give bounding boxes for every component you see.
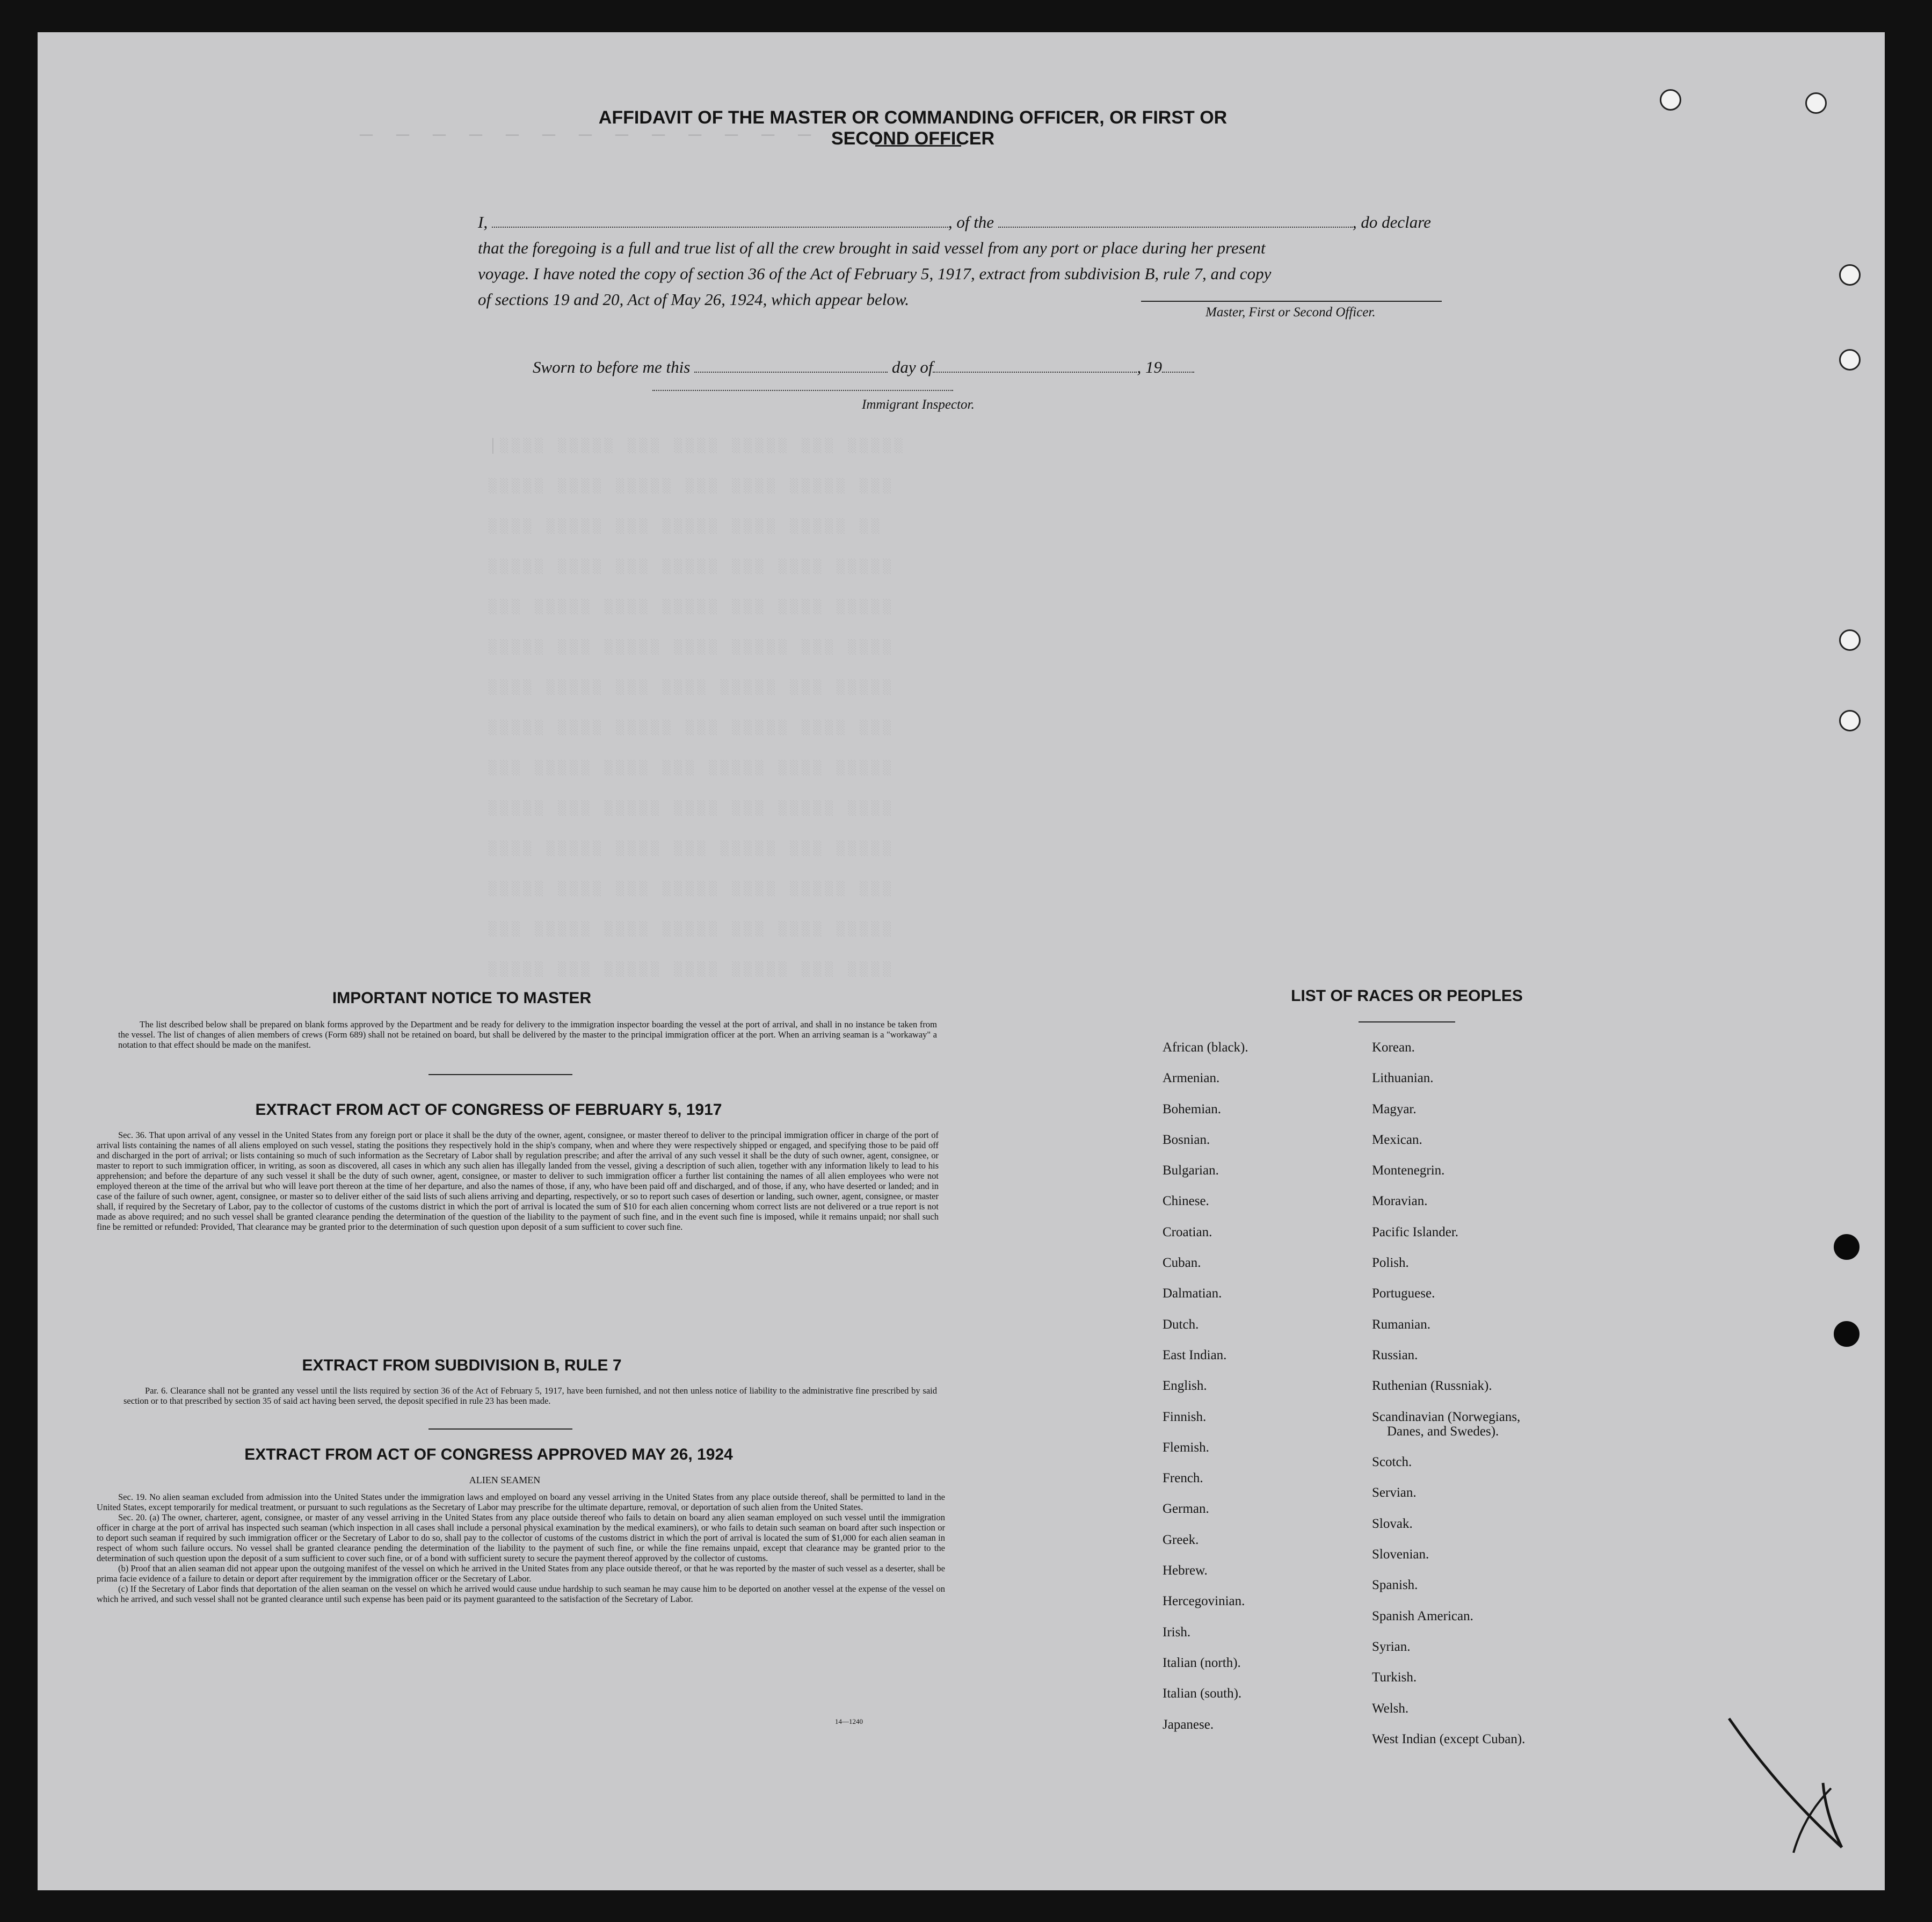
punch-hole	[1839, 629, 1861, 651]
race-item: Bulgarian.	[1163, 1163, 1219, 1178]
document-page	[38, 32, 1885, 1890]
affidavit-of-the: , of the	[948, 213, 994, 231]
race-item: Lithuanian.	[1372, 1071, 1434, 1086]
name-blank[interactable]	[492, 214, 948, 228]
race-item: Chinese.	[1163, 1194, 1209, 1209]
sec-36-paragraph: Sec. 36. That upon arrival of any vessel in the United States from any foreign port or place it shall be the duty of the owner, agent, consignee, or master thereof to deliver to the principal immigration officer in charge of the port of arrival lists containing the names of all aliens employed on such vessel, stating the positions they respectively hold in the ship's company, when and where they were respectively shipped or engaged, and specifying those to be paid off and discharged in the port of arrival; or lists containing so much of such information as the Secretary of Labor shall by regulation prescribe; and after the arrival of any such vessel it shall be the duty of such owner, agent, consignee, or master to report to such immigration officer, in writing, as soon as discovered, all cases in which any such alien has illegally landed from the vessel, giving a description of such alien, together with any information likely to lead to his apprehension; and before the departure of any such vessel it shall be the duty of such owner, agent, consignee, or master to deliver to such immigration officer a further list containing the names of all alien employees who were not employed thereon at the time of the arrival but who will leave port thereon at the time of her departure, and also the names of those, if any, who have been paid off and discharged, and of those, if any, who have deserted or landed; and in case of the failure of such owner, agent, consignee, or master so to deliver either of the said lists of such aliens arriving and departing, respectively, or so to report such cases of desertion or landing, such owner, agent, consignee, or master shall, if required by the Secretary of Labor, pay to the collector of customs of the customs district in which the port of arrival is located the sum of $10 for each alien concerning whom correct lists are not delivered or a true report is not made as above required; and no such vessel shall be granted clearance pending the determination of the question of the liability to the payment of such fine, and in the event such fine is imposed, while it remains unpaid; nor shall such fine be remitted or refunded: Provided, That clearance may be granted prior to the determination of such question upon deposit of a sum sufficient to cover such fine.	[97, 1130, 939, 1232]
race-item: Croatian.	[1163, 1224, 1212, 1239]
divider	[1359, 1021, 1455, 1022]
signature-line	[1141, 301, 1442, 302]
race-item: Polish.	[1372, 1256, 1409, 1271]
races-left-column	[1163, 1032, 1248, 1740]
race-item: Cuban.	[1163, 1256, 1201, 1271]
race-item: Welsh.	[1372, 1701, 1409, 1716]
race-item: Hercegovinian.	[1163, 1594, 1245, 1609]
year-label: , 19	[1137, 358, 1162, 376]
sec-19-paragraph: Sec. 19. No alien seaman excluded from admission into the United States under the immigration laws and employed on board any vessel arriving in the United States from any place outside thereof, shall be permitted to land in the United States, except temporarily for medical treatment, or pursuant to such regulations as the Secretary of Labor may prescribe for the ultimate departure, removal, or deportation of such alien from the United States.	[97, 1492, 945, 1512]
sec-20b-paragraph: (b) Proof that an alien seaman did not appear upon the outgoing manifest of the vessel on which he arrived in the United States from any place outside thereof, or that he was reported by the master of such vessel as a deserter, shall be prima facie evidence of a failure to detain or deport after requirement by the immigration officer or the Secretary of Labor.	[97, 1563, 945, 1584]
races-right-column	[1372, 1032, 1525, 1754]
race-item: Spanish.	[1372, 1578, 1418, 1593]
race-item: Slovenian.	[1372, 1547, 1429, 1562]
punch-hole	[1834, 1321, 1860, 1347]
vessel-blank[interactable]	[998, 214, 1353, 228]
affidavit-text	[478, 209, 1520, 313]
race-item: Mexican.	[1372, 1132, 1422, 1147]
race-item: Rumanian.	[1372, 1317, 1431, 1332]
affidavit-line-1	[478, 209, 1520, 235]
race-item: Dutch.	[1163, 1317, 1199, 1332]
form-number: 14—1240	[835, 1717, 863, 1725]
affidavit-title: AFFIDAVIT OF THE MASTER OR COMMANDING OFFICER, OR FIRST OR SECOND OFFICER	[598, 107, 1228, 149]
extract-rule7-heading: EXTRACT FROM SUBDIVISION B, RULE 7	[302, 1357, 622, 1374]
race-item: West Indian (except Cuban).	[1372, 1731, 1526, 1746]
notice-heading: IMPORTANT NOTICE TO MASTER	[332, 989, 592, 1007]
day-blank[interactable]	[694, 359, 888, 373]
races-heading: LIST OF RACES OR PEOPLES	[1291, 987, 1523, 1005]
race-item: Italian (south).	[1163, 1686, 1242, 1701]
race-item: Russian.	[1372, 1347, 1418, 1362]
race-item: Slovak.	[1372, 1516, 1413, 1531]
alien-seamen-subheading: ALIEN SEAMEN	[469, 1475, 541, 1485]
pencil-mark	[1708, 1708, 1847, 1869]
month-blank[interactable]	[933, 359, 1137, 373]
race-item: Flemish.	[1163, 1440, 1209, 1455]
notice-paragraph: The list described below shall be prepared on blank forms approved by the Department and be ready for delivery to the immigration inspector boarding the vessel at the port of arrival, and shall in no instance be taken from the vessel. The list of changes of alien members of crews (Form 689) shall not be retained on board, but shall be delivered by the master to the principal immigration officer at the port. When an arriving seaman is a "workaway" a notation to that effect should be made on the manifest.	[118, 1019, 937, 1050]
race-item: Greek.	[1163, 1532, 1199, 1547]
race-item: Danes, and Swedes).	[1387, 1424, 1499, 1439]
race-item: Korean.	[1372, 1040, 1415, 1055]
day-of-label: day of	[891, 358, 933, 376]
race-item: Bohemian.	[1163, 1101, 1222, 1116]
inspector-label: Immigrant Inspector.	[862, 397, 975, 412]
punch-hole	[1839, 349, 1861, 371]
race-item: East Indian.	[1163, 1347, 1227, 1362]
race-item: Moravian.	[1372, 1194, 1428, 1209]
sworn-label: Sworn to before me this	[533, 358, 691, 376]
race-item: French.	[1163, 1471, 1203, 1486]
punch-hole	[1660, 89, 1681, 111]
punch-hole	[1839, 710, 1861, 731]
notice-text	[118, 1019, 937, 1050]
divider	[875, 145, 961, 147]
signer-label: Master, First or Second Officer.	[1205, 305, 1376, 320]
year-blank[interactable]	[1162, 359, 1194, 373]
race-item: Pacific Islander.	[1372, 1224, 1459, 1239]
race-item: Scotch.	[1372, 1455, 1412, 1470]
affidavit-do-declare: , do declare	[1352, 213, 1431, 231]
affidavit-i: I,	[478, 213, 488, 231]
race-item: Scandinavian (Norwegians,	[1372, 1409, 1521, 1424]
extract-1917-heading: EXTRACT FROM ACT OF CONGRESS OF FEBRUARY 5, 1917	[255, 1101, 722, 1119]
race-item: Japanese.	[1163, 1717, 1214, 1732]
divider	[428, 1074, 572, 1075]
sec-20a-paragraph: Sec. 20. (a) The owner, charterer, agent, consignee, or master of any vessel arriving in the United States from any place outside thereof who fails to detain on board any alien seaman employed on such vessel until the immigration officer in charge at the port of arrival has inspected such seaman (which inspection in all cases shall include a personal physical examination by the medical examiners), or who fails to detain such seaman on board after such inspection or to deport such seaman if required by such immigration officer or the Secretary of Labor to do so, shall pay to the collector of customs of the customs district in which the port of arrival is located the sum of $1,000 for each alien seaman in respect of whom such failure occurs. No vessel shall be granted clearance pending the determination of the liability to the payment of such fine, or while the fine remains unpaid, except that clearance may be granted prior to the determination of such question upon the deposit of a sum sufficient to cover such fine, or of a bond with sufficient surety to secure the payment thereof approved by the collector of customs.	[97, 1512, 945, 1563]
affidavit-line-4: of sections 19 and 20, Act of May 26, 1924, which appear below.	[478, 290, 910, 309]
race-item: Bosnian.	[1163, 1132, 1210, 1147]
extract-1924-text	[97, 1492, 945, 1604]
punch-hole	[1839, 264, 1861, 286]
race-item: Turkish.	[1372, 1670, 1417, 1685]
race-item: Hebrew.	[1163, 1563, 1208, 1578]
extract-1924-heading: EXTRACT FROM ACT OF CONGRESS APPROVED MAY 26, 1924	[244, 1446, 733, 1463]
sworn-line	[533, 358, 1194, 377]
sec-20c-paragraph: (c) If the Secretary of Labor finds that deportation of the alien seaman on the vessel on which he arrived would cause undue hardship to such seaman he may cause him to be deported on another vessel at the expense of the vessel on which he arrived, and such vessel shall not be granted clearance until such expense has been paid or its payment guaranteed to the satisfaction of the Secretary of Labor.	[97, 1584, 945, 1604]
race-item: Montenegrin.	[1372, 1163, 1445, 1178]
bleed-through-texture: — — — — — — — — — — — — — │░░░░ ░░░░░ ░░░ ░░░░ ░░░░░ ░░░ ░░░░░ ░░░░░ ░░░░ ░░░░░ ░░░ ░░░░ ░░░░░ ░░░ ░░░░ ░░░░░ ░░░ ░░░░░ ░░░░ ░░░░░ ░░ ░░░░░ ░░░░ ░░░ ░░░░░ ░░░ ░░░░ ░░░░░ ░░░ ░░░░░ ░░░░ ░░░░░ ░░░ ░░░░ ░░░░░ ░░░░░ ░░░ ░░░░░ ░░░░ ░░░░░ ░░░ ░░░░ ░░░░ ░░░░░ ░░░ ░░░░ ░░░░░ ░░░ ░░░░░ ░░░░░ ░░░░ ░░░░░ ░░░ ░░░░░ ░░░░ ░░░ ░░░ ░░░░░ ░░░░ ░░░ ░░░░░ ░░░░ ░░░░░ ░░░░░ ░░░ ░░░░░ ░░░░ ░░░ ░░░░░ ░░░░ ░░░░ ░░░░░ ░░░░ ░░░ ░░░░░ ░░░ ░░░░░ ░░░░░ ░░░░ ░░░ ░░░░░ ░░░░ ░░░░░ ░░░ ░░░ ░░░░░ ░░░░ ░░░░░ ░░░ ░░░░ ░░░░░ ░░░░░ ░░░ ░░░░░ ░░░░ ░░░░░ ░░░ ░░░░	[360, 124, 906, 977]
race-item: German.	[1163, 1502, 1209, 1517]
race-item: Dalmatian.	[1163, 1286, 1222, 1301]
punch-hole	[1805, 92, 1827, 114]
race-item: African (black).	[1163, 1040, 1248, 1055]
extract-1917-text	[97, 1130, 939, 1232]
race-item: Ruthenian (Russniak).	[1372, 1379, 1492, 1394]
race-item: Servian.	[1372, 1485, 1417, 1500]
race-item: Finnish.	[1163, 1409, 1207, 1424]
affidavit-line-3: voyage. I have noted the copy of section 36 of the Act of February 5, 1917, extract from subdivision B, rule 7, and copy	[478, 264, 1272, 283]
affidavit-line-2: that the foregoing is a full and true list of all the crew brought in said vessel from any port or place during her present	[478, 238, 1266, 257]
par-6-paragraph: Par. 6. Clearance shall not be granted any vessel until the lists required by section 36 of the Act of February 5, 1917, have been furnished, and not then unless notice of liability to the administrative fine prescribed by said section or to that prescribed by section 35 of said act having been served, the deposit specified in rule 23 has been made.	[124, 1386, 937, 1406]
race-item: Portuguese.	[1372, 1286, 1435, 1301]
race-item: Armenian.	[1163, 1071, 1220, 1086]
race-item: English.	[1163, 1379, 1207, 1394]
punch-hole	[1834, 1234, 1860, 1260]
race-item: Spanish American.	[1372, 1608, 1473, 1623]
race-item: Irish.	[1163, 1624, 1191, 1640]
race-item: Syrian.	[1372, 1639, 1411, 1654]
inspector-signature-line	[652, 390, 953, 391]
race-item: Magyar.	[1372, 1101, 1417, 1116]
extract-rule7-text	[124, 1386, 937, 1406]
divider	[428, 1428, 572, 1430]
race-item: Italian (north).	[1163, 1655, 1241, 1670]
